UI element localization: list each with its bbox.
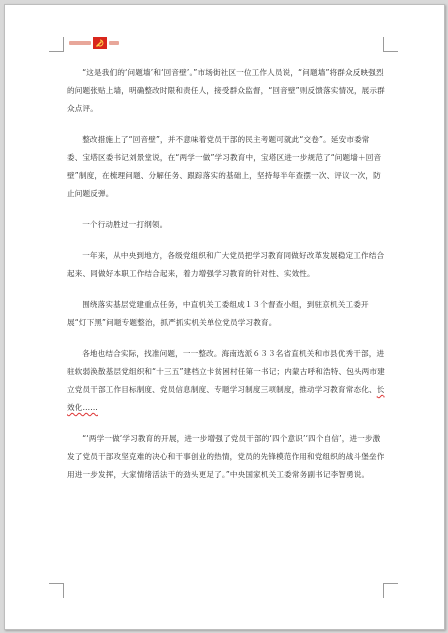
margin-corner-top-right bbox=[383, 37, 398, 52]
paragraph-6-flagged-text: 长效化…… bbox=[67, 385, 385, 412]
emblem-bar-left bbox=[69, 41, 91, 45]
article-body bbox=[67, 64, 385, 497]
header-emblem bbox=[69, 37, 119, 49]
document-page bbox=[4, 4, 445, 630]
margin-corner-bottom-left bbox=[49, 583, 64, 598]
paragraph-7: “‘两学一做’学习教育的开展，进一步增强了党员干部的‘四个意识’‘四个自信’，进一步激发了党员干部攻坚克难的决心和干事创业的热情，党员的先锋模范作用和党组织的战斗堡垒作用进一步发挥，大家情绪活法干的劲头更足了。”中央国家机关工委常务副书记李智勇说。 bbox=[67, 434, 385, 479]
paragraph-5: 围绕落实基层党建重点任务，中直机关工委组成１３个督查小组，到驻京机关工委开展“灯下黑”问题专题整治，抓严抓实机关单位党员学习教育。 bbox=[67, 300, 369, 327]
paragraph-6 bbox=[67, 345, 385, 417]
paragraph-4: 一年来，从中央到地方，各级党组织和广大党员把学习教育同做好改革发展稳定工作结合起来、同做好本职工作结合起来，着力增强学习教育的针对性、实效性。 bbox=[67, 251, 385, 278]
emblem-bar-right bbox=[109, 41, 119, 45]
margin-corner-top-left bbox=[49, 37, 64, 52]
paragraph-3: 一个行动胜过一打纲领。 bbox=[82, 220, 168, 229]
paragraph-6-text: 各地也结合实际，找准问题，一一整改。海南选派６３３名省直机关和市县优秀干部，进驻软弱涣散基层党组织和“十三五”建档立卡贫困村任第一书记；内蒙古呼和浩特、包头两市建立党员干部工作目标制度、党员信息制度、专题学习制度三项制度，推动学习教育常态化、 bbox=[67, 349, 385, 394]
margin-corner-bottom-right bbox=[383, 583, 398, 598]
party-emblem-icon bbox=[93, 37, 107, 49]
paragraph-1: “这是我们的‘问题墙’和‘回音壁’。”市场街社区一位工作人员说，“问题墙”将群众反映强烈的问题张贴上墙，明确整改时限和责任人，接受群众监督，“回音壁”则反馈落实情况，展示群众点评。 bbox=[67, 68, 385, 113]
paragraph-2: 整改措施上了“回音壁”，并不意味着党员干部的民主考题可就此“交卷”。延安市委常委、宝塔区委书记刘景堂说，在“两学一做”学习教育中，宝塔区进一步规范了“问题墙＋回音壁”制度，在梳理问题、分解任务、跟踪落实的基础上，坚持每半年查摆一次、评议一次，防止问题反弹。 bbox=[67, 135, 382, 198]
